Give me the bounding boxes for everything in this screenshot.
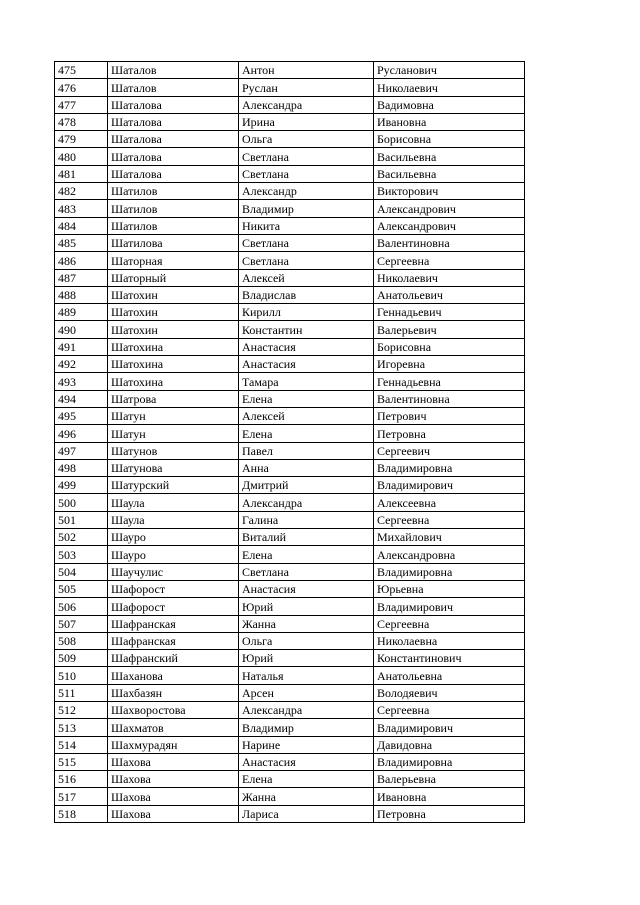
first-name-cell: Елена	[239, 390, 374, 407]
row-number-cell: 476	[55, 79, 108, 96]
table-row	[55, 390, 525, 407]
table-row	[55, 563, 525, 580]
row-number-cell: 510	[55, 667, 108, 684]
row-number-cell: 490	[55, 321, 108, 338]
last-name-cell: Шауро	[108, 529, 239, 546]
row-number-cell: 507	[55, 615, 108, 632]
patronymic-cell: Борисовна	[374, 338, 525, 355]
patronymic-cell: Геннадьевна	[374, 373, 525, 390]
first-name-cell: Ольга	[239, 632, 374, 649]
row-number-cell: 518	[55, 805, 108, 822]
last-name-cell: Шахова	[108, 753, 239, 770]
first-name-cell: Светлана	[239, 165, 374, 182]
table-row	[55, 183, 525, 200]
row-number-cell: 486	[55, 252, 108, 269]
last-name-cell: Шаула	[108, 511, 239, 528]
first-name-cell: Анастасия	[239, 338, 374, 355]
first-name-cell: Владимир	[239, 719, 374, 736]
patronymic-cell: Викторович	[374, 183, 525, 200]
last-name-cell: Шафранская	[108, 615, 239, 632]
table-row	[55, 529, 525, 546]
table-row	[55, 200, 525, 217]
first-name-cell: Анастасия	[239, 580, 374, 597]
patronymic-cell: Владимирович	[374, 477, 525, 494]
first-name-cell: Александра	[239, 96, 374, 113]
patronymic-cell: Анатольевич	[374, 286, 525, 303]
first-name-cell: Жанна	[239, 788, 374, 805]
table-row	[55, 356, 525, 373]
table-row	[55, 788, 525, 805]
row-number-cell: 479	[55, 131, 108, 148]
patronymic-cell: Володяевич	[374, 684, 525, 701]
last-name-cell: Шафранская	[108, 632, 239, 649]
first-name-cell: Юрий	[239, 650, 374, 667]
patronymic-cell: Юрьевна	[374, 580, 525, 597]
last-name-cell: Шатилов	[108, 217, 239, 234]
first-name-cell: Александр	[239, 183, 374, 200]
last-name-cell: Шатрова	[108, 390, 239, 407]
table-row	[55, 148, 525, 165]
last-name-cell: Шаталов	[108, 79, 239, 96]
patronymic-cell: Васильевна	[374, 165, 525, 182]
table-row	[55, 546, 525, 563]
patronymic-cell: Вадимовна	[374, 96, 525, 113]
last-name-cell: Шафорост	[108, 598, 239, 615]
patronymic-cell: Сергеевна	[374, 615, 525, 632]
patronymic-cell: Васильевна	[374, 148, 525, 165]
first-name-cell: Александра	[239, 494, 374, 511]
table-row	[55, 650, 525, 667]
row-number-cell: 515	[55, 753, 108, 770]
first-name-cell: Ольга	[239, 131, 374, 148]
row-number-cell: 501	[55, 511, 108, 528]
row-number-cell: 497	[55, 442, 108, 459]
row-number-cell: 500	[55, 494, 108, 511]
table-row	[55, 771, 525, 788]
table-row	[55, 719, 525, 736]
patronymic-cell: Александровна	[374, 546, 525, 563]
patronymic-cell: Петровна	[374, 425, 525, 442]
first-name-cell: Елена	[239, 771, 374, 788]
first-name-cell: Ирина	[239, 113, 374, 130]
row-number-cell: 517	[55, 788, 108, 805]
table-row	[55, 96, 525, 113]
row-number-cell: 488	[55, 286, 108, 303]
patronymic-cell: Сергеевич	[374, 442, 525, 459]
last-name-cell: Шаталова	[108, 131, 239, 148]
first-name-cell: Владимир	[239, 200, 374, 217]
first-name-cell: Руслан	[239, 79, 374, 96]
last-name-cell: Шатунов	[108, 442, 239, 459]
table-row	[55, 615, 525, 632]
last-name-cell: Шатохин	[108, 304, 239, 321]
row-number-cell: 493	[55, 373, 108, 390]
row-number-cell: 504	[55, 563, 108, 580]
patronymic-cell: Алексеевна	[374, 494, 525, 511]
patronymic-cell: Анатольевна	[374, 667, 525, 684]
last-name-cell: Шатохина	[108, 338, 239, 355]
last-name-cell: Шаучулис	[108, 563, 239, 580]
first-name-cell: Никита	[239, 217, 374, 234]
patronymic-cell: Давидовна	[374, 736, 525, 753]
patronymic-cell: Ивановна	[374, 113, 525, 130]
patronymic-cell: Сергеевна	[374, 511, 525, 528]
first-name-cell: Светлана	[239, 252, 374, 269]
last-name-cell: Шатохина	[108, 373, 239, 390]
row-number-cell: 511	[55, 684, 108, 701]
table-row	[55, 407, 525, 424]
last-name-cell: Шатунова	[108, 459, 239, 476]
row-number-cell: 478	[55, 113, 108, 130]
table-row	[55, 494, 525, 511]
patronymic-cell: Петровна	[374, 805, 525, 822]
row-number-cell: 514	[55, 736, 108, 753]
table-row	[55, 442, 525, 459]
patronymic-cell: Николаевич	[374, 79, 525, 96]
table-row	[55, 511, 525, 528]
row-number-cell: 502	[55, 529, 108, 546]
first-name-cell: Владислав	[239, 286, 374, 303]
table-row	[55, 736, 525, 753]
last-name-cell: Шахмурадян	[108, 736, 239, 753]
table-row	[55, 286, 525, 303]
row-number-cell: 509	[55, 650, 108, 667]
patronymic-cell: Владимирович	[374, 719, 525, 736]
table-row	[55, 79, 525, 96]
first-name-cell: Елена	[239, 546, 374, 563]
table-row	[55, 373, 525, 390]
table-row	[55, 62, 525, 79]
row-number-cell: 481	[55, 165, 108, 182]
last-name-cell: Шатун	[108, 407, 239, 424]
patronymic-cell: Петрович	[374, 407, 525, 424]
last-name-cell: Шатохина	[108, 356, 239, 373]
last-name-cell: Шаталов	[108, 62, 239, 79]
patronymic-cell: Сергеевна	[374, 701, 525, 718]
first-name-cell: Наталья	[239, 667, 374, 684]
table-row	[55, 269, 525, 286]
last-name-cell: Шахова	[108, 805, 239, 822]
table-row	[55, 477, 525, 494]
last-name-cell: Шафорост	[108, 580, 239, 597]
first-name-cell: Антон	[239, 62, 374, 79]
last-name-cell: Шаторный	[108, 269, 239, 286]
table-row	[55, 113, 525, 130]
first-name-cell: Светлана	[239, 234, 374, 251]
last-name-cell: Шаталова	[108, 113, 239, 130]
last-name-cell: Шахова	[108, 788, 239, 805]
row-number-cell: 505	[55, 580, 108, 597]
row-number-cell: 480	[55, 148, 108, 165]
last-name-cell: Шауро	[108, 546, 239, 563]
table-row	[55, 598, 525, 615]
last-name-cell: Шатилова	[108, 234, 239, 251]
row-number-cell: 498	[55, 459, 108, 476]
patronymic-cell: Николаевна	[374, 632, 525, 649]
table-row	[55, 304, 525, 321]
patronymic-cell: Валентиновна	[374, 390, 525, 407]
table-row	[55, 805, 525, 822]
patronymic-cell: Валерьевич	[374, 321, 525, 338]
table-row	[55, 459, 525, 476]
patronymic-cell: Сергеевна	[374, 252, 525, 269]
row-number-cell: 483	[55, 200, 108, 217]
patronymic-cell: Александрович	[374, 200, 525, 217]
patronymic-cell: Геннадьевич	[374, 304, 525, 321]
table-row	[55, 321, 525, 338]
last-name-cell: Шахматов	[108, 719, 239, 736]
patronymic-cell: Владимировна	[374, 753, 525, 770]
last-name-cell: Шатурский	[108, 477, 239, 494]
first-name-cell: Светлана	[239, 563, 374, 580]
names-table-body	[55, 62, 525, 823]
patronymic-cell: Игоревна	[374, 356, 525, 373]
table-row	[55, 217, 525, 234]
row-number-cell: 503	[55, 546, 108, 563]
table-row	[55, 753, 525, 770]
row-number-cell: 492	[55, 356, 108, 373]
patronymic-cell: Владимировна	[374, 459, 525, 476]
names-table	[54, 61, 525, 823]
row-number-cell: 516	[55, 771, 108, 788]
last-name-cell: Шатун	[108, 425, 239, 442]
row-number-cell: 475	[55, 62, 108, 79]
table-row	[55, 684, 525, 701]
last-name-cell: Шатохин	[108, 321, 239, 338]
row-number-cell: 477	[55, 96, 108, 113]
first-name-cell: Анна	[239, 459, 374, 476]
row-number-cell: 487	[55, 269, 108, 286]
row-number-cell: 489	[55, 304, 108, 321]
row-number-cell: 512	[55, 701, 108, 718]
first-name-cell: Жанна	[239, 615, 374, 632]
row-number-cell: 496	[55, 425, 108, 442]
patronymic-cell: Ивановна	[374, 788, 525, 805]
table-row	[55, 252, 525, 269]
first-name-cell: Галина	[239, 511, 374, 528]
row-number-cell: 494	[55, 390, 108, 407]
first-name-cell: Павел	[239, 442, 374, 459]
row-number-cell: 506	[55, 598, 108, 615]
table-row	[55, 425, 525, 442]
first-name-cell: Анастасия	[239, 356, 374, 373]
last-name-cell: Шаханова	[108, 667, 239, 684]
table-row	[55, 580, 525, 597]
row-number-cell: 482	[55, 183, 108, 200]
patronymic-cell: Валерьевна	[374, 771, 525, 788]
last-name-cell: Шатилов	[108, 200, 239, 217]
last-name-cell: Шатилов	[108, 183, 239, 200]
first-name-cell: Алексей	[239, 269, 374, 286]
first-name-cell: Кирилл	[239, 304, 374, 321]
patronymic-cell: Русланович	[374, 62, 525, 79]
patronymic-cell: Валентиновна	[374, 234, 525, 251]
table-row	[55, 131, 525, 148]
row-number-cell: 484	[55, 217, 108, 234]
row-number-cell: 508	[55, 632, 108, 649]
last-name-cell: Шатохин	[108, 286, 239, 303]
last-name-cell: Шахова	[108, 771, 239, 788]
row-number-cell: 499	[55, 477, 108, 494]
first-name-cell: Алексей	[239, 407, 374, 424]
first-name-cell: Лариса	[239, 805, 374, 822]
row-number-cell: 513	[55, 719, 108, 736]
row-number-cell: 495	[55, 407, 108, 424]
patronymic-cell: Владимирович	[374, 598, 525, 615]
table-row	[55, 165, 525, 182]
first-name-cell: Александра	[239, 701, 374, 718]
patronymic-cell: Владимировна	[374, 563, 525, 580]
last-name-cell: Шахворостова	[108, 701, 239, 718]
first-name-cell: Нарине	[239, 736, 374, 753]
patronymic-cell: Николаевич	[374, 269, 525, 286]
first-name-cell: Елена	[239, 425, 374, 442]
patronymic-cell: Константинович	[374, 650, 525, 667]
table-row	[55, 338, 525, 355]
last-name-cell: Шаула	[108, 494, 239, 511]
last-name-cell: Шаталова	[108, 148, 239, 165]
patronymic-cell: Михайлович	[374, 529, 525, 546]
table-row	[55, 234, 525, 251]
first-name-cell: Юрий	[239, 598, 374, 615]
table-row	[55, 667, 525, 684]
last-name-cell: Шаталова	[108, 165, 239, 182]
first-name-cell: Светлана	[239, 148, 374, 165]
patronymic-cell: Борисовна	[374, 131, 525, 148]
last-name-cell: Шаторная	[108, 252, 239, 269]
patronymic-cell: Александрович	[374, 217, 525, 234]
table-row	[55, 632, 525, 649]
row-number-cell: 491	[55, 338, 108, 355]
last-name-cell: Шаталова	[108, 96, 239, 113]
last-name-cell: Шахбазян	[108, 684, 239, 701]
first-name-cell: Константин	[239, 321, 374, 338]
first-name-cell: Тамара	[239, 373, 374, 390]
first-name-cell: Арсен	[239, 684, 374, 701]
last-name-cell: Шафранский	[108, 650, 239, 667]
first-name-cell: Анастасия	[239, 753, 374, 770]
row-number-cell: 485	[55, 234, 108, 251]
first-name-cell: Виталий	[239, 529, 374, 546]
table-row	[55, 701, 525, 718]
first-name-cell: Дмитрий	[239, 477, 374, 494]
